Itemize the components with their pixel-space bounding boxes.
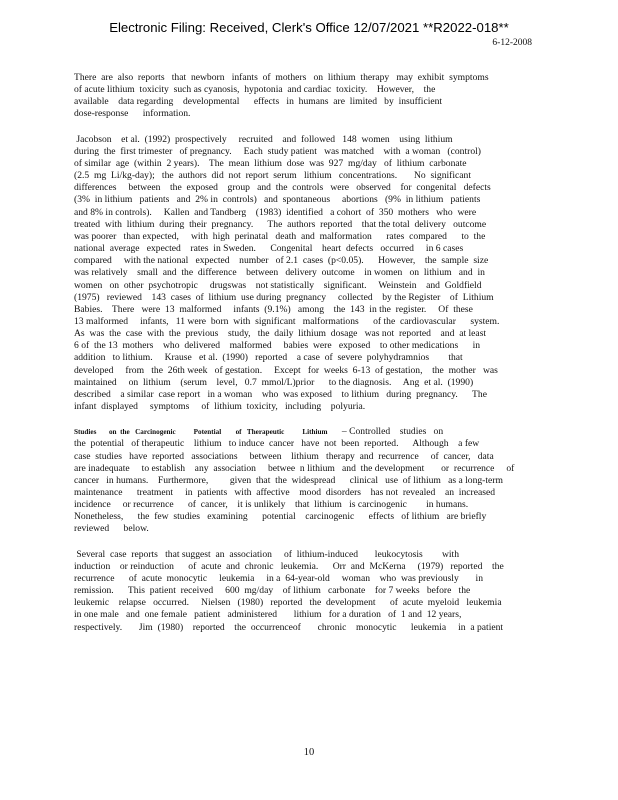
paragraph-gap — [74, 413, 542, 426]
text-line — [74, 511, 542, 523]
line-text: case studies have reported associations between lithium therapy and recurrence of cancer, data — [74, 450, 494, 462]
line-text: 13 malformed infants, 11 were born with significant malformations of the cardiovascular system. — [74, 315, 500, 327]
page-number: 10 — [303, 747, 315, 758]
document-body — [74, 72, 542, 634]
line-text: infant displayed symptoms of lithium toxicity, including polyuria. — [74, 401, 366, 413]
line-text: developed from the 26th week of gestation. Except for weeks 6-13 of gestation, the mother was — [74, 364, 498, 376]
line-text: induction or reinduction of acute and chronic leukemia. Orr and McKerna (1979) reported the — [74, 560, 504, 572]
text-line — [74, 170, 542, 182]
line-text: and 8% in controls). Kallen and Tandberg (1983) identified a cohort of 350 mothers who were — [74, 206, 477, 218]
line-text: are inadequate to establish any association betwee n lithium and the development or recurrence of — [74, 462, 515, 474]
line-text: respectively. Jim (1980) reported the occurrenceof chronic monocytic leukemia in a patient — [74, 621, 504, 633]
line-text: of acute lithium toxicity such as cyanosis, hypotonia and cardiac toxicity. However, the — [74, 84, 436, 96]
text-line — [74, 352, 542, 364]
line-text: remission. This patient received 600 mg/day of lithium carbonate for 7 weeks before the — [74, 585, 471, 597]
text-line — [74, 585, 542, 597]
line-text: recurrence of acute monocytic leukemia in a 64-year-old woman who was previously in — [74, 572, 484, 584]
line-text: described a similar case report in a woman who was exposed to lithium during pregnancy. The — [74, 388, 487, 400]
paragraph-gap — [74, 121, 542, 134]
text-line — [74, 426, 542, 438]
text-line — [74, 463, 542, 475]
line-text: maintained on lithium (serum level, 0.7 mmol/L)prior to the diagnosis. Ang et al. (1990) — [74, 376, 474, 388]
text-line — [74, 523, 542, 535]
paragraph — [74, 134, 542, 414]
line-text: Babies. There were 13 malformed infants (9.1%) among the 143 in the register. Of these — [74, 303, 473, 315]
text-line — [74, 108, 542, 120]
text-line — [74, 340, 542, 352]
line-text: treated with lithium during their pregnancy. The authors reported that the total delivery outcome — [74, 218, 487, 230]
line-text: national average expected rates in Sweden. Congenital heart defects occurred in 6 cases — [74, 243, 464, 255]
line-text: differences between the exposed group and the controls were observed for congenital defects — [74, 182, 491, 194]
text-line — [74, 549, 542, 561]
text-line — [74, 328, 542, 340]
text-line — [74, 267, 542, 279]
text-line — [74, 401, 542, 413]
text-line — [74, 72, 542, 84]
line-text: compared with the national expected number of 2.1 cases (p<0.05). However, the sample size — [74, 255, 489, 267]
text-line — [74, 280, 542, 292]
text-line — [74, 134, 542, 146]
text-line — [74, 377, 542, 389]
text-line — [74, 194, 542, 206]
filing-stamp: Electronic Filing: Received, Clerk's Office 12/07/2021 **R2022-018** — [109, 20, 509, 35]
line-text: As was the case with the previous study, the daily lithium dosage was not reported and at least — [74, 328, 487, 340]
text-line — [74, 316, 542, 328]
line-text: – Controlled studies on — [327, 426, 444, 438]
line-text: Nonetheless, the few studies examining potential carcinogenic effects of lithium are briefly — [74, 511, 487, 523]
line-text: leukemic relapse occurred. Nielsen (1980) reported the development of acute myeloid leukemia — [74, 597, 502, 609]
line-text: was poorer than expected, with high perinatal death and malformation rates compared to the — [74, 230, 486, 242]
text-line — [74, 561, 542, 573]
line-text: addition to lithium. Krause et al. (1990) reported a case of severe polyhydramnios that — [74, 352, 463, 364]
line-text: during the first trimester of pregnancy. Each study patient was matched with a woman (control) — [74, 145, 481, 157]
text-line — [74, 609, 542, 621]
text-line — [74, 292, 542, 304]
text-line — [74, 146, 542, 158]
text-line — [74, 182, 542, 194]
text-line — [74, 219, 542, 231]
section-heading: Studies on the Carcinogenic Potential of Therapeutic Lithium — [74, 428, 328, 437]
text-line — [74, 84, 542, 96]
text-line — [74, 487, 542, 499]
text-line — [74, 207, 542, 219]
line-text: was relatively small and the difference between delivery outcome in women on lithium and in — [74, 267, 485, 279]
paragraph — [74, 72, 542, 121]
line-text: (1975) reviewed 143 cases of lithium use during pregnancy collected by the Register of Lithium — [74, 291, 494, 303]
line-text: reviewed below. — [74, 523, 149, 535]
text-line — [74, 622, 542, 634]
text-line — [74, 243, 542, 255]
text-line — [74, 365, 542, 377]
line-text: in one male and one female patient administered lithium for a duration of 1 and 12 years, — [74, 609, 462, 621]
line-text: available data regarding developmental effects in humans are limited by insufficient — [74, 96, 443, 108]
line-text: dose-response information. — [74, 108, 191, 120]
line-text: (3% in lithium patients and 2% in controls) and spontaneous abortions (9% in lithium patients — [74, 194, 481, 206]
text-line — [74, 304, 542, 316]
text-line — [74, 451, 542, 463]
text-line — [74, 475, 542, 487]
line-text: maintenance treatment in patients with affective mood disorders has not revealed an increased — [74, 487, 496, 498]
line-text: (2.5 mg Li/kg-day); the authors did not report serum lithium concentrations. No significant — [74, 170, 472, 182]
line-text: of similar age (within 2 years). The mean lithium dose was 927 mg/day of lithium carbonate — [74, 157, 467, 169]
paragraph — [74, 426, 542, 535]
line-text: 6 of the 13 mothers who delivered malformed babies were exposed to other medications in — [74, 340, 481, 352]
line-text: incidence or recurrence of cancer, it is unlikely that lithium is carcinogenic in humans. — [74, 499, 469, 511]
line-text: Jacobson et al. (1992) prospectively recruited and followed 148 women using lithium — [74, 133, 453, 145]
line-text: There are also reports that newborn infants of mothers on lithium therapy may exhibit symptoms — [74, 72, 489, 83]
text-line — [74, 96, 542, 108]
document-date: 6-12-2008 — [492, 38, 532, 48]
text-line — [74, 158, 542, 170]
line-text: Several case reports that suggest an association of lithium-induced leukocytosis with — [74, 548, 460, 560]
text-line — [74, 438, 542, 450]
paragraph-gap — [74, 536, 542, 549]
line-text: women on other psychotropic drugswas not statistically significant. Weinstein and Goldfield — [74, 279, 482, 291]
text-line — [74, 231, 542, 243]
text-line — [74, 499, 542, 511]
line-text: the potential of therapeutic lithium to induce cancer have not been reported. Although a few — [74, 438, 480, 450]
line-text: cancer in humans. Furthermore, given that the widespread clinical use of lithium as a long-term — [74, 474, 503, 486]
text-line — [74, 597, 542, 609]
text-line — [74, 255, 542, 267]
text-line — [74, 573, 542, 585]
paragraph — [74, 549, 542, 634]
text-line — [74, 389, 542, 401]
